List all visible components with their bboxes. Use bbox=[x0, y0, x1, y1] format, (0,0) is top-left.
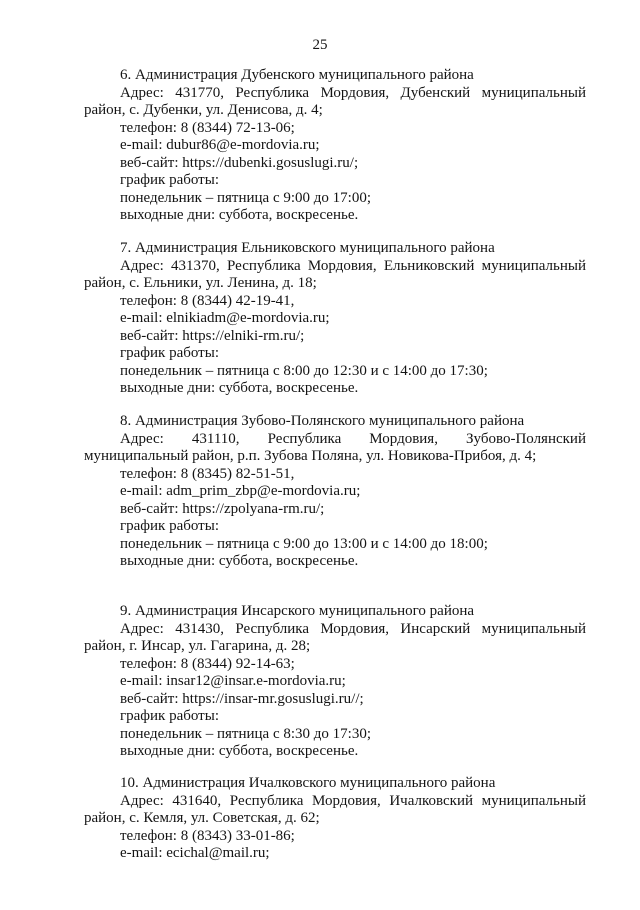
entry-schedule-label: график работы: bbox=[120, 708, 219, 724]
entry-heading: 9. Администрация Инсарского муниципального района bbox=[120, 603, 475, 619]
entry-address-first-line: Адрес: 431370, Республика Мордовия, Ельниковский муниципальный bbox=[120, 257, 586, 274]
entry-address-continuation: район, с. Кемля, ул. Советская, д. 62; bbox=[84, 810, 320, 826]
entry-website: веб-сайт: https://dubenki.gosuslugi.ru/; bbox=[120, 154, 359, 171]
entry-email: e-mail: insar12@insar.e-mordovia.ru; bbox=[120, 673, 346, 689]
district-entry-zubovo-polyansky bbox=[84, 413, 586, 571]
entry-website: веб-сайт: https://zpolyana-rm.ru/; bbox=[120, 500, 325, 517]
entry-schedule-label: график работы: bbox=[120, 518, 219, 534]
entry-email: e-mail: elnikiadm@e-mordovia.ru; bbox=[120, 310, 330, 326]
district-entry-dubensky bbox=[84, 67, 586, 225]
entry-phone: телефон: 8 (8345) 82-51-51, bbox=[120, 465, 295, 482]
entry-address-continuation: муниципальный район, р.п. Зубова Поляна, ул. Новикова-Прибоя, д. 4; bbox=[84, 448, 537, 464]
entry-heading: 6. Администрация Дубенского муниципального района bbox=[120, 67, 474, 83]
entry-phone: телефон: 8 (8344) 92-14-63; bbox=[120, 655, 295, 672]
entry-address-continuation: район, с. Дубенки, ул. Денисова, д. 4; bbox=[84, 102, 323, 118]
entry-weekday-hours: понедельник – пятница с 8:00 до 12:30 и с 14:00 до 17:30; bbox=[120, 362, 488, 379]
entry-weekday-hours: понедельник – пятница с 9:00 до 13:00 и с 14:00 до 18:00; bbox=[120, 535, 488, 552]
entry-website: веб-сайт: https://insar-mr.gosuslugi.ru//; bbox=[120, 690, 364, 707]
entry-phone: телефон: 8 (8344) 72-13-06; bbox=[120, 119, 295, 136]
entry-address-first-line: Адрес: 431430, Республика Мордовия, Инсарский муниципальный bbox=[120, 620, 586, 637]
entry-weekday-hours: понедельник – пятница с 8:30 до 17:30; bbox=[120, 725, 371, 742]
entry-email: e-mail: dubur86@e-mordovia.ru; bbox=[120, 137, 320, 153]
page-number: 25 bbox=[312, 37, 328, 53]
entry-heading: 7. Администрация Ельниковского муниципального района bbox=[120, 240, 495, 256]
entry-heading: 8. Администрация Зубово-Полянского муниципального района bbox=[120, 413, 525, 429]
entry-address-first-line: Адрес: 431770, Республика Мордовия, Дубенский муниципальный bbox=[120, 84, 586, 101]
entry-address-first-line: Адрес: 431110, Республика Мордовия, Зубово-Полянский bbox=[120, 430, 586, 447]
entry-weekend-days: выходные дни: суббота, воскресенье. bbox=[120, 207, 359, 223]
entry-phone: телефон: 8 (8344) 42-19-41, bbox=[120, 292, 295, 309]
entry-schedule-label: график работы: bbox=[120, 172, 219, 188]
district-entry-insarsky bbox=[84, 603, 586, 761]
district-entry-elnikovsky bbox=[84, 240, 586, 398]
district-entry-ichalkovsky bbox=[84, 775, 586, 863]
entry-address-continuation: район, с. Ельники, ул. Ленина, д. 18; bbox=[84, 275, 317, 291]
entry-address-first-line: Адрес: 431640, Республика Мордовия, Ичалковский муниципальный bbox=[120, 792, 586, 809]
entry-heading: 10. Администрация Ичалковского муниципального района bbox=[120, 775, 496, 791]
entry-weekend-days: выходные дни: суббота, воскресенье. bbox=[120, 380, 359, 396]
entry-email: e-mail: adm_prim_zbp@e-mordovia.ru; bbox=[120, 483, 361, 499]
entry-weekday-hours: понедельник – пятница с 9:00 до 17:00; bbox=[120, 189, 371, 206]
entry-weekend-days: выходные дни: суббота, воскресенье. bbox=[120, 553, 359, 569]
entry-address-continuation: район, г. Инсар, ул. Гагарина, д. 28; bbox=[84, 638, 311, 654]
entry-phone: телефон: 8 (8343) 33-01-86; bbox=[120, 827, 295, 844]
entry-email: e-mail: ecichal@mail.ru; bbox=[120, 845, 270, 861]
entry-website: веб-сайт: https://elniki-rm.ru/; bbox=[120, 327, 305, 344]
entry-schedule-label: график работы: bbox=[120, 345, 219, 361]
entry-weekend-days: выходные дни: суббота, воскресенье. bbox=[120, 743, 359, 759]
